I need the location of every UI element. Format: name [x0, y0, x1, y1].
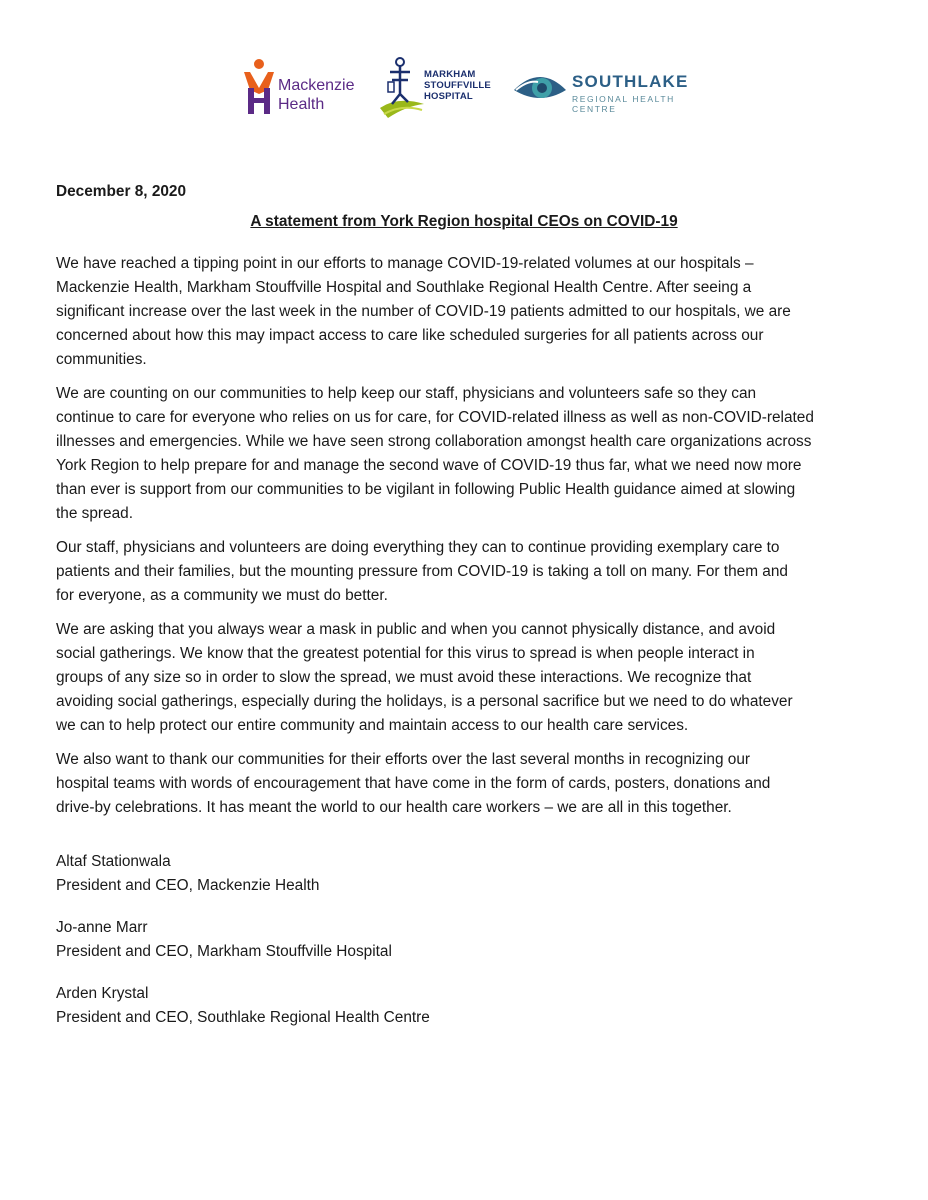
signature-block [56, 850, 876, 1030]
southlake-logo [512, 56, 722, 122]
signatory-name: Altaf Stationwala [56, 853, 171, 870]
signatory-role: President and CEO, Southlake Regional Health Centre [56, 1009, 430, 1026]
paragraph-line: the spread. [56, 505, 134, 522]
letter-title: A statement from York Region hospital CEOs on COVID-19 [250, 213, 678, 230]
signatory [56, 916, 876, 964]
signatory-name: Arden Krystal [56, 985, 149, 1002]
msh-line2: STOUFFVILLE [424, 80, 491, 91]
southlake-eye-icon [512, 68, 568, 108]
paragraph [56, 536, 876, 608]
signatory [56, 982, 876, 1030]
mackenzie-health-mark-icon [240, 58, 278, 118]
paragraph [56, 382, 876, 526]
paragraph-line: hospital teams with words of encouragement that have come in the form of cards, posters, donations and [56, 775, 771, 792]
paragraph-line: illnesses and emergencies. While we have seen strong collaboration amongst health care organizations across [56, 433, 812, 450]
paragraph-line: continue to care for everyone who relies on us for care, for COVID-related illness as well as non-COVID-related [56, 409, 814, 426]
paragraph [56, 618, 876, 738]
paragraph-line: significant increase over the last week in the number of COVID-19 patients admitted to our hospitals, we are [56, 303, 791, 320]
paragraph-line: than ever is support from our communities to be vigilant in following Public Health guidance aimed at slowing [56, 481, 796, 498]
paragraph-line: avoiding social gatherings, especially during the holidays, is a personal sacrifice but we need to do whatever [56, 693, 793, 710]
markham-stouffville-logo [378, 56, 498, 122]
mackenzie-health-wordmark [278, 76, 354, 114]
signatory [56, 850, 876, 898]
paragraph-line: for everyone, as a community we must do better. [56, 587, 388, 604]
paragraph-line: communities. [56, 351, 147, 368]
msh-line1: MARKHAM [424, 69, 476, 80]
mackenzie-health-logo [238, 56, 368, 122]
msh-line3: HOSPITAL [424, 91, 473, 102]
paragraph-line: drive-by celebrations. It has meant the world to our health care workers – we are all in this together. [56, 799, 732, 816]
signatory-role: President and CEO, Mackenzie Health [56, 877, 320, 894]
paragraph-line: patients and their families, but the mounting pressure from COVID-19 is taking a toll on many. For them and [56, 563, 788, 580]
mackenzie-line2: Health [278, 96, 325, 113]
logo-header [238, 56, 718, 122]
paragraph-line: Our staff, physicians and volunteers are doing everything they can to continue providing exemplary care to [56, 539, 780, 556]
letter-date: December 8, 2020 [56, 183, 187, 200]
southlake-name: SOUTHLAKE [572, 72, 689, 91]
paragraph-line: concerned about how this may impact access to care like scheduled surgeries for all patients across our [56, 327, 764, 344]
markham-stouffville-wordmark [424, 69, 491, 102]
letter-body [56, 180, 876, 1048]
paragraph-line: social gatherings. We know that the greatest potential for this virus to spread is when people interact in [56, 645, 755, 662]
paragraph-line: We have reached a tipping point in our efforts to manage COVID-19-related volumes at our hospitals – [56, 255, 754, 272]
markham-stouffville-mark-icon [378, 56, 426, 122]
signatory-name: Jo-anne Marr [56, 919, 148, 936]
signatory-role: President and CEO, Markham Stouffville Hospital [56, 943, 392, 960]
paragraph-line: We also want to thank our communities for their efforts over the last several months in recognizing our [56, 751, 751, 768]
paragraph [56, 748, 876, 820]
southlake-subtitle: REGIONAL HEALTH CENTRE [572, 94, 675, 114]
paragraph-line: Mackenzie Health, Markham Stouffville Hospital and Southlake Regional Health Centre. After seeing a [56, 279, 752, 296]
paragraph-line: We are asking that you always wear a mask in public and when you cannot physically distance, and avoid [56, 621, 776, 638]
paragraph-line: groups of any size so in order to slow the spread, we must avoid these interactions. We recognize that [56, 669, 752, 686]
paragraph [56, 252, 876, 372]
paragraph-line: York Region to help prepare for and manage the second wave of COVID-19 thus far, what we need now more [56, 457, 802, 474]
paragraph-line: we can to help protect our entire community and maintain access to our health care services. [56, 717, 689, 734]
mackenzie-line1: Mackenzie [278, 77, 355, 94]
paragraph-line: We are counting on our communities to help keep our staff, physicians and volunteers safe so they can [56, 385, 757, 402]
